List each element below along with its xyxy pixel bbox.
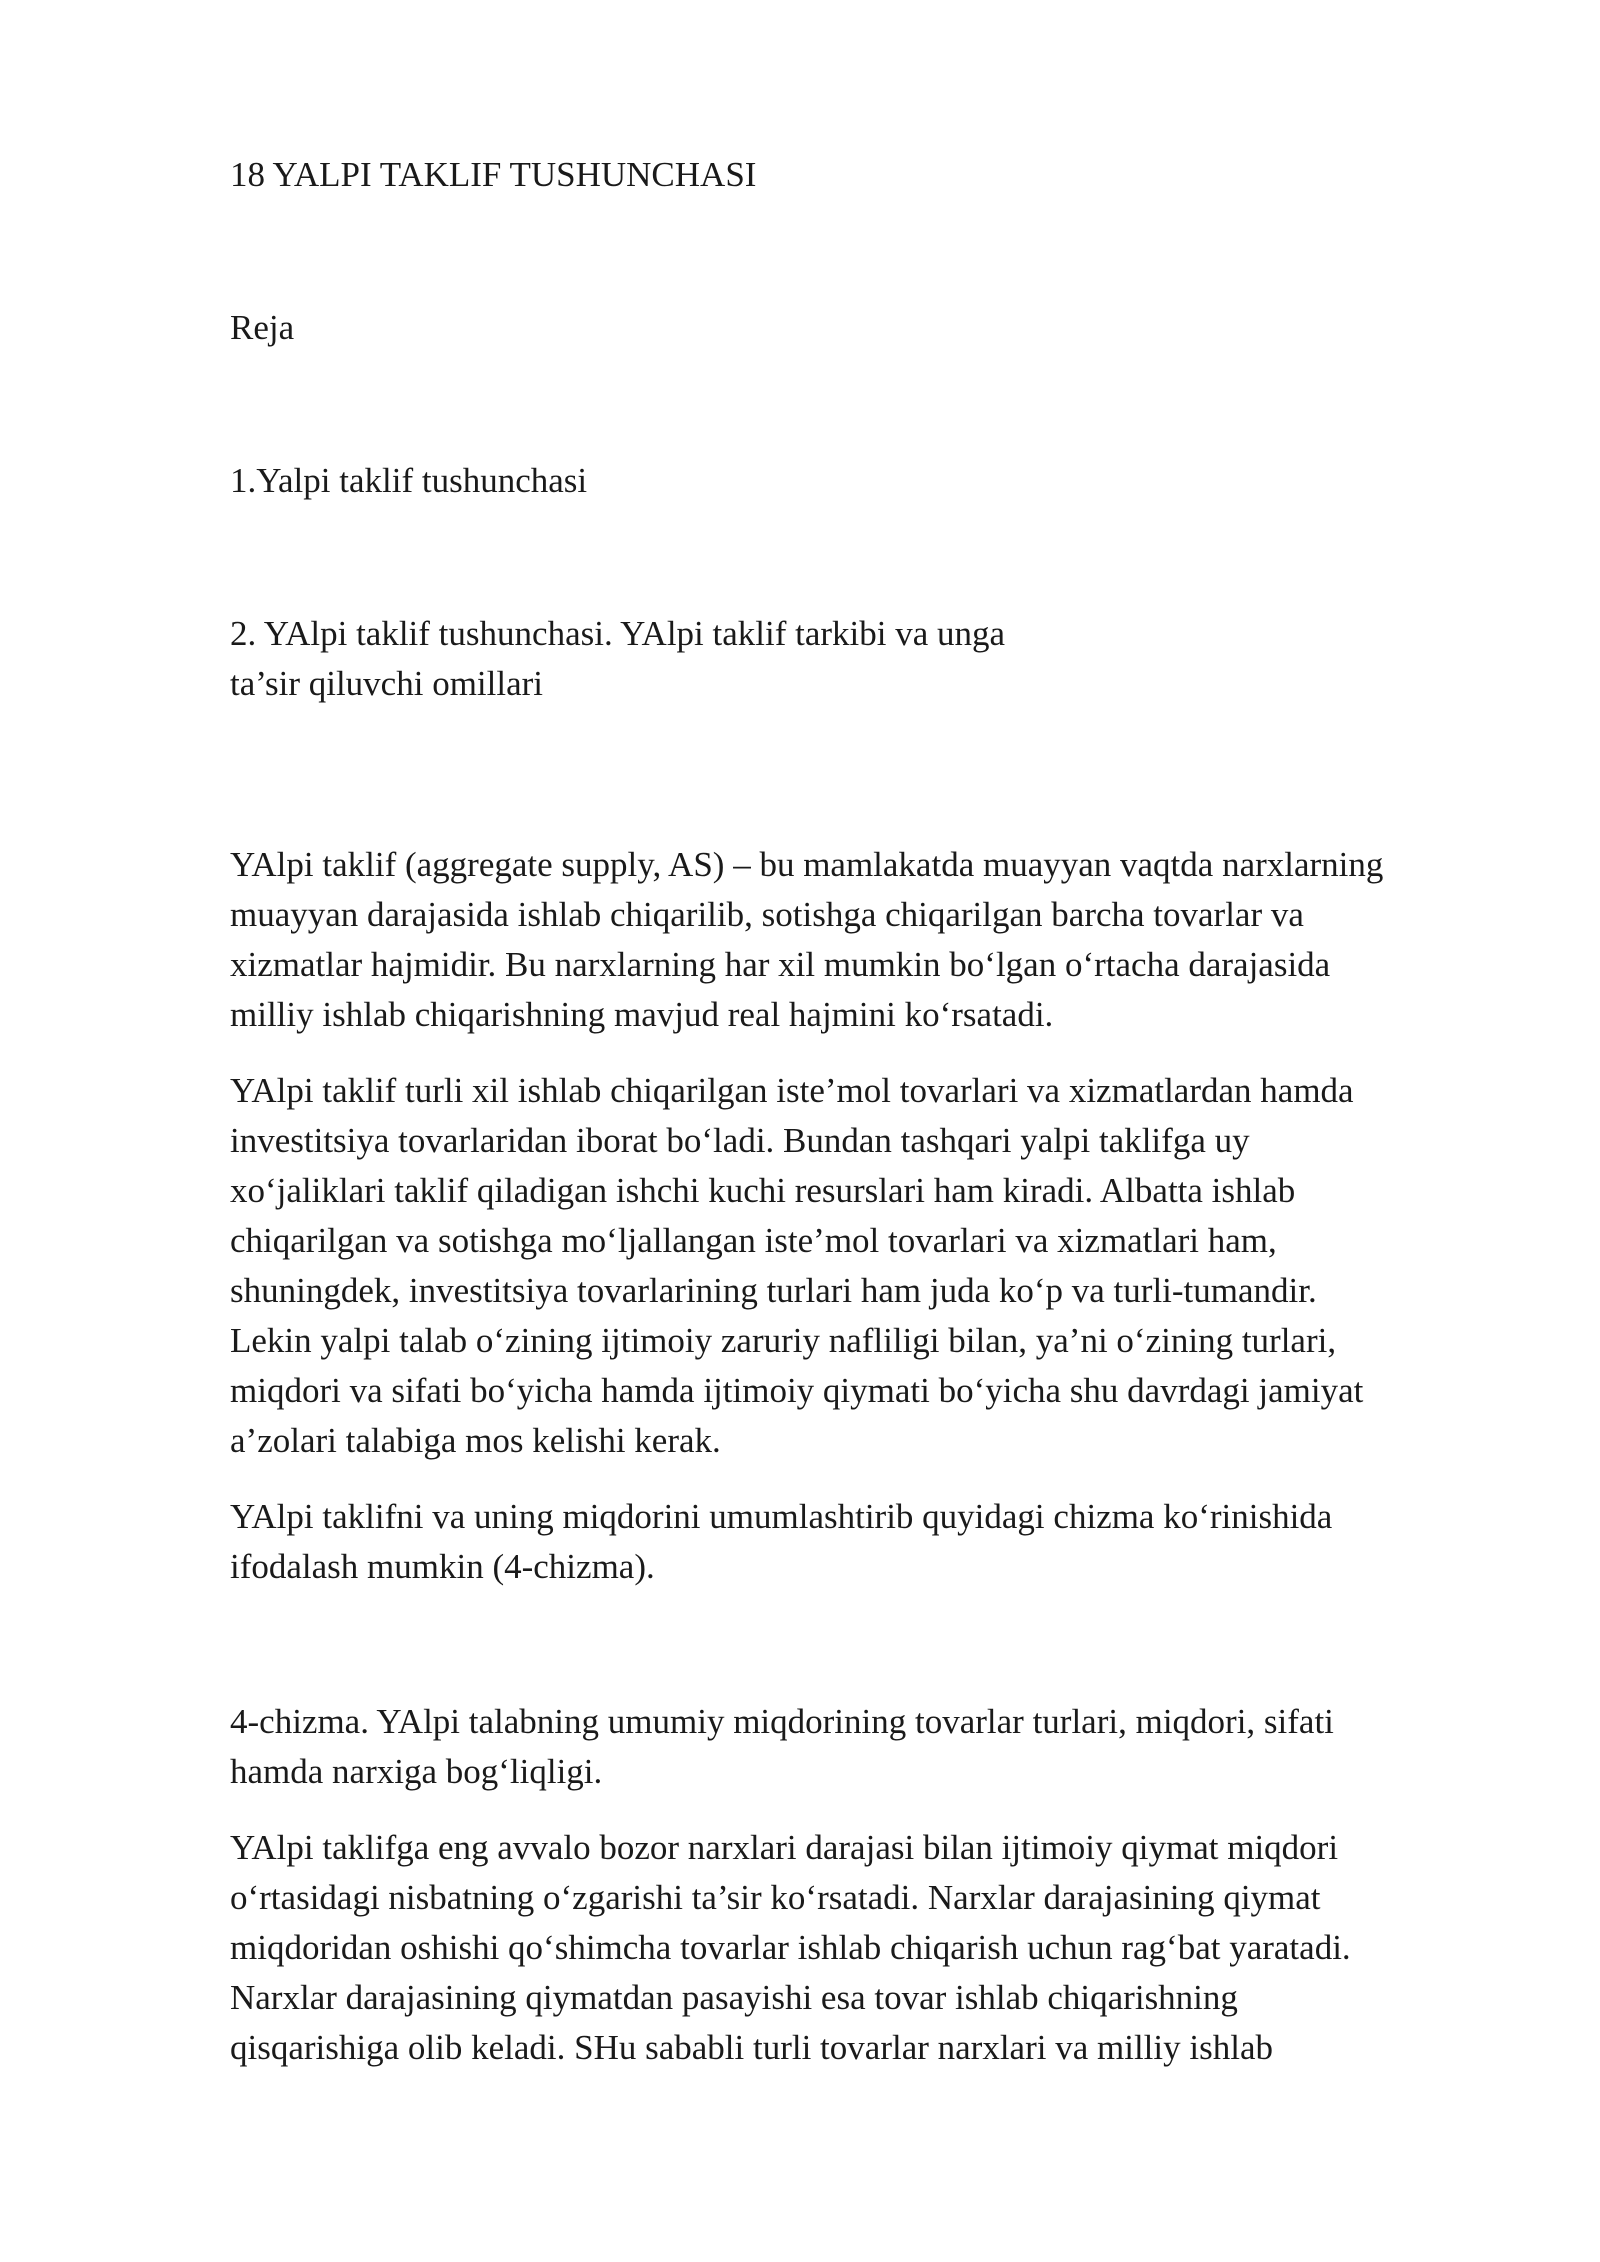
document-heading: 18 YALPI TAKLIF TUSHUNCHASI xyxy=(230,155,757,194)
paragraph-composition: YAlpi taklif turli xil ishlab chiqarilgan iste’mol tovarlari va xizmatlardan hamda investitsiya tovarlaridan iborat bo‘ladi. Bundan tashqari yalpi taklifga uy xo‘jaliklari taklif qiladigan ishchi kuchi resurslari ham kiradi. Albatta ishlab chiqarilgan va sotishga mo‘ljallangan iste’mol tovarlari va xizmatlari ham, shuningdek, investitsiya tovarlarining turlari ham juda ko‘p va turli-tumandir. Lekin yalpi talab o‘zining ijtimoiy zaruriy nafliligi bilan, ya’ni o‘zining turlari, miqdori va sifati bo‘yicha hamda ijtimoiy qiymati bo‘yicha shu davrdagi jamiyat a’zolari talabiga mos kelishi kerak. xyxy=(230,1071,1364,1460)
plan-title: Reja xyxy=(230,308,295,347)
paragraph-definition: YAlpi taklif (aggregate supply, AS) – bu mamlakatda muayyan vaqtda narxlarning muayyan darajasida ishlab chiqarilib, sotishga chiqarilgan barcha tovarlar va xizmatlar hajmidir. Bu narxlarning har xil mumkin bo‘lgan o‘rtacha darajasida milliy ishlab chiqarishning mavjud real hajmini ko‘rsatadi. xyxy=(230,845,1384,1034)
plan-item-1: 1.Yalpi taklif tushunchasi xyxy=(230,461,588,500)
paragraph-price-factors: YAlpi taklifga eng avvalo bozor narxlari darajasi bilan ijtimoiy qiymat miqdori o‘rtasidagi nisbatning o‘zgarishi ta’sir ko‘rsatadi. Narxlar darajasining qiymat miqdoridan oshishi qo‘shimcha tovarlar ishlab chiqarish uchun rag‘bat yaratadi. Narxlar darajasining qiymatdan pasayishi esa tovar ishlab chiqarishning qisqarishiga olib keladi. SHu sababli turli tovarlar narxlari va milliy ishlab xyxy=(230,1828,1351,2067)
paragraph-generalization: YAlpi taklifni va uning miqdorini umumlashtirib quyidagi chizma ko‘rinishida ifodalash mumkin (4-chizma). xyxy=(230,1497,1333,1586)
plan-item-2: 2. YAlpi taklif tushunchasi. YAlpi taklif tarkibi va unga ta’sir qiluvchi omillari xyxy=(230,614,1006,703)
figure-caption: 4-chizma. YAlpi talabning umumiy miqdorining tovarlar turlari, miqdori, sifati hamda narxiga bog‘liqligi. xyxy=(230,1702,1334,1791)
